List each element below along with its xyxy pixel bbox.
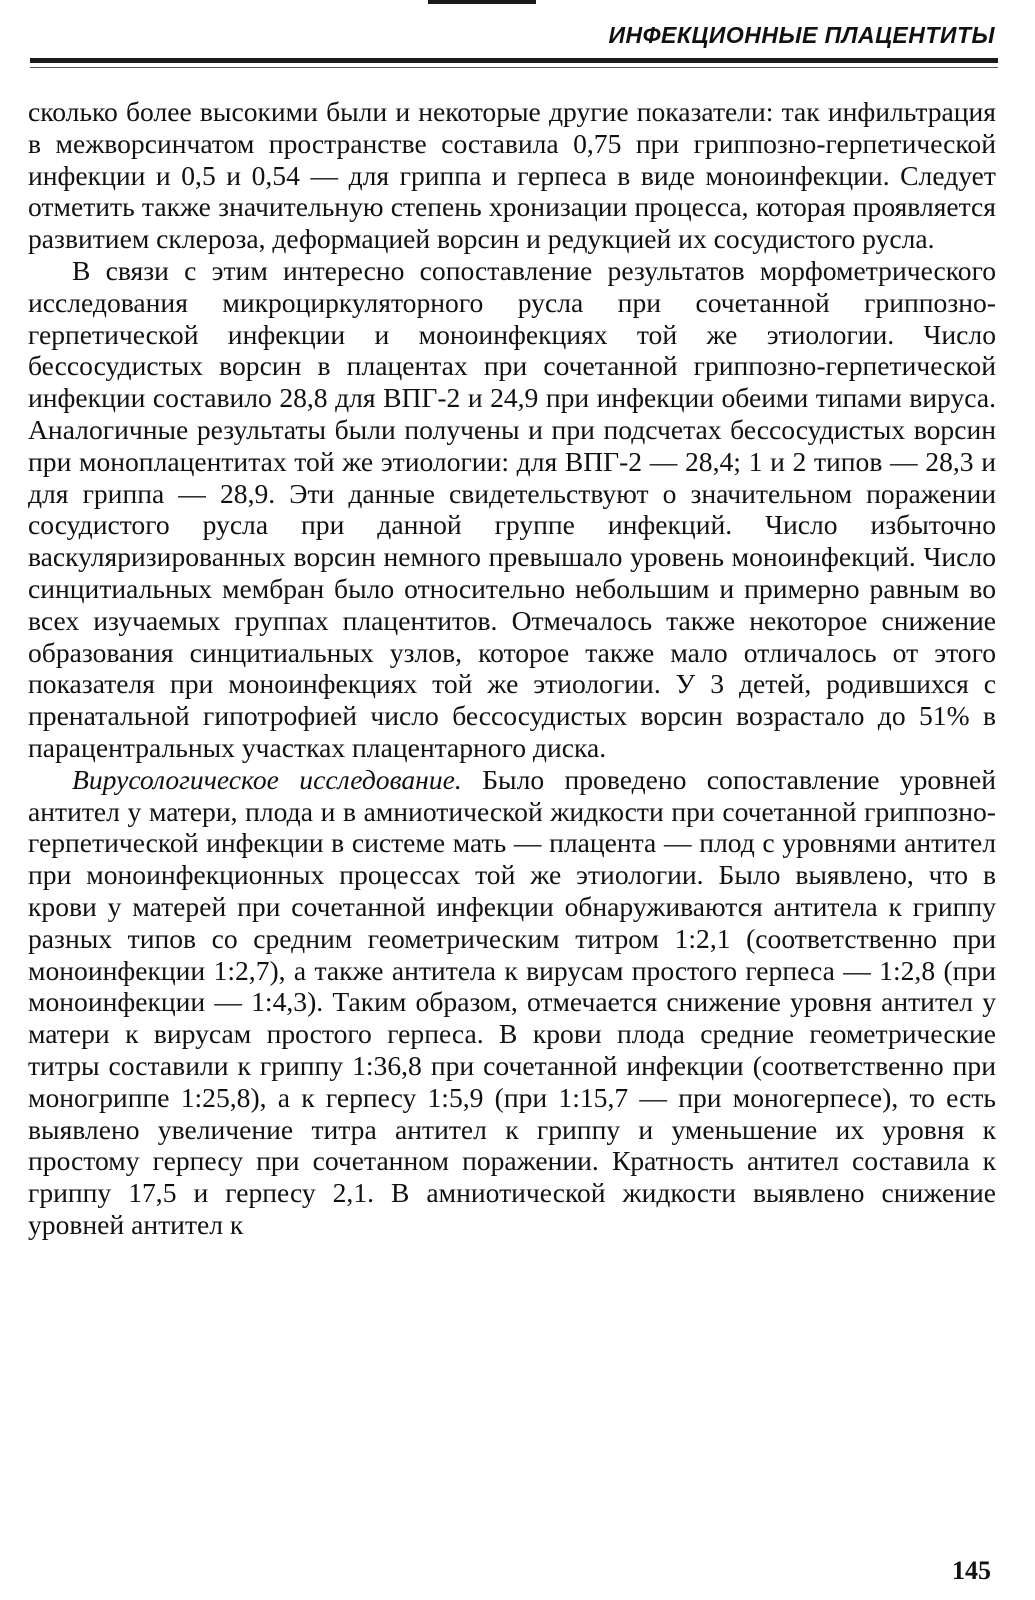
header-rule-thin xyxy=(30,67,998,68)
paragraph-continued: сколько более высокими были и некоторые другие показатели: так инфильтрация в межворсинчатом пространстве составила 0,75 при гриппозно-герпетической инфекции и 0,5 и 0,54 — для гриппа и герпеса в виде моноинфекции. Следует отметить также значительную степень хронизации процесса, которая проявляется развитием склероза, деформацией ворсин и редукцией их сосудистого русла. xyxy=(28,96,996,255)
running-header-title: ИНФЕКЦИОННЫЕ ПЛАЦЕНТИТЫ xyxy=(608,22,995,48)
page-number: 145 xyxy=(952,1556,991,1585)
page-body xyxy=(28,96,996,1241)
run-in-heading: Вирусологическое исследование. xyxy=(72,763,462,795)
top-edge-mark xyxy=(428,0,536,4)
header-rule xyxy=(30,58,998,63)
paragraph-virology xyxy=(28,764,996,1241)
paragraph-morphometry: В связи с этим интересно сопоставление результатов морфометрического исследования микроциркуляторного русла при сочетанной гриппозно-герпетической инфекции и моноинфекциях той же этиологии. Число бессосудистых ворсин в плацентах при сочетанной гриппозно-герпетической инфекции составило 28,8 для ВПГ-2 и 24,9 при инфекции обеими типами вируса. Аналогичные результаты были получены и при подсчетах бессосудистых ворсин при моноплацентитах той же этиологии: для ВПГ-2 — 28,4; 1 и 2 типов — 28,3 и для гриппа — 28,9. Эти данные свидетельствуют о значительном поражении сосудистого русла при данной группе инфекций. Число избыточно васкуляризированных ворсин немного превышало уровень моноинфекций. Число синцитиальных мембран было относительно небольшим и примерно равным во всех изучаемых группах плацентитов. Отмечалось также некоторое снижение образования синцитиальных узлов, которое также мало отличалось от этого показателя при моноинфекциях той же этиологии. У 3 детей, родившихся с пренатальной гипотрофией число бессосудистых ворсин возрастало до 51% в парацентральных участках плацентарного диска. xyxy=(28,254,996,763)
paragraph-virology-text: Было проведено сопоставление уровней антител у матери, плода и в амниотической жидкости при сочетанной гриппозно-герпетической инфекции в системе мать — плацента — плод с уровнями антител при моноинфекционных процессах той же этиологии. Было выявлено, что в крови у матерей при сочетанной инфекции обнаруживаются антитела к гриппу разных типов со средним геометрическим титром 1:2,1 (соответственно при моноинфекции 1:2,7), а также антитела к вирусам простого герпеса — 1:2,8 (при моноинфекции — 1:4,3). Таким образом, отмечается снижение уровня антител у матери к вирусам простого герпеса. В крови плода средние геометрические титры составили к гриппу 1:36,8 при сочетанной инфекции (соответственно при моногриппе 1:25,8), а к герпесу 1:5,9 (при 1:15,7 — при моногерпесе), то есть выявлено увеличение титра антител к гриппу и уменьшение их уровня к простому герпесу при сочетанном поражении. Кратность антител составила к гриппу 17,5 и герпесу 2,1. В амниотической жидкости выявлено снижение уровней антител к xyxy=(28,763,996,1240)
